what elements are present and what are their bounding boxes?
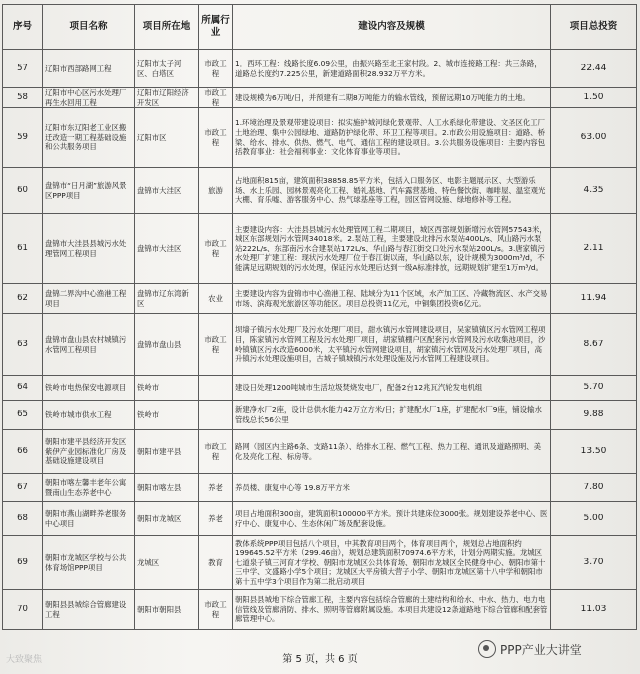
row-project-name-text: 辽阳市西部路网工程 (45, 63, 112, 73)
row-industry (199, 314, 233, 376)
table-row (3, 401, 637, 430)
row-project-name (43, 401, 135, 430)
row-no-text: 59 (17, 132, 28, 142)
row-industry-text: 教育 (208, 557, 223, 567)
row-location-text: 盘锦市大洼区 (137, 243, 182, 253)
row-location-text: 辽阳市太子河区、白塔区 (137, 58, 182, 78)
row-content-text: 1．西环工程：线路长度6.09公里，由振兴路至北王家村段。2、城市连接路工程：共三条路，道路总长度约7.225公里，新建道路面积28.932万平方米。 (235, 58, 542, 78)
row-no-text: 65 (17, 410, 28, 420)
row-location-text: 龙城区 (137, 557, 160, 567)
row-content-text: 项目占地面积300亩，建筑面积100000平方米。预计共建床位3000张。规划建设养老中心、医疗中心、康复中心、生态休闲广场及配套设施。 (235, 508, 548, 528)
row-location-text: 盘锦市大洼区 (137, 185, 182, 195)
row-investment-text: 3.70 (583, 557, 604, 567)
watermark-right (478, 640, 582, 658)
row-project-name (43, 314, 135, 376)
row-no (3, 376, 43, 401)
row-content (233, 502, 551, 536)
row-investment (551, 401, 637, 430)
row-location (135, 168, 199, 214)
wechat-logo-icon (478, 640, 496, 658)
row-investment (551, 214, 637, 284)
row-industry (199, 108, 233, 168)
row-investment-text: 5.70 (583, 383, 604, 393)
row-investment (551, 50, 637, 88)
table-row (3, 168, 637, 214)
row-industry-text: 市政工程 (204, 441, 227, 461)
row-investment-text: 7.80 (583, 482, 604, 492)
row-content (233, 536, 551, 590)
row-no (3, 474, 43, 502)
row-project-name (43, 474, 135, 502)
table-row (3, 108, 637, 168)
table-row (3, 474, 637, 502)
row-industry (199, 88, 233, 108)
row-location-text: 朝阳市龙城区 (137, 513, 182, 523)
row-industry-text: 市政工程 (204, 334, 227, 354)
row-project-name-text: 朝阳市建平县经济开发区紫伊产业园标准化厂房及基础设施建设项目 (45, 437, 127, 466)
table-header-row (3, 5, 637, 50)
row-location-text: 辽阳市区 (137, 132, 167, 142)
row-project-name (43, 108, 135, 168)
row-content-text: 1.环境治理及景观带建设项目：拟实施护城河绿化景观带、人工水系绿化带建设、文圣区化工厂土地治理、集中公园绿地、道路防护绿化带、环卫工程等项目。2.市政公用设施项目：道路、桥梁、给水、排水、供热、燃气、电气、通信工程的建设项目。3.公共服务设施项目：主要内容包括教育事业：社会福利事业：文化体育事业等项目。 (235, 118, 546, 157)
row-location-text: 盘锦市盘山县 (137, 339, 182, 349)
watermark-left: 大致聚焦 (6, 655, 43, 665)
row-industry-text: 市政工程 (204, 58, 227, 78)
row-no-text: 64 (17, 383, 28, 393)
row-industry (199, 536, 233, 590)
row-investment (551, 314, 637, 376)
row-location-text: 朝阳市朝阳县 (137, 604, 182, 614)
row-location (135, 108, 199, 168)
row-content-text: 路网（园区内主路6条、支路11条）、给排水工程、燃气工程、热力工程、通讯及道路照明、美化及亮化工程、标房等。 (235, 441, 542, 461)
row-content (233, 50, 551, 88)
row-investment-text: 22.44 (580, 63, 607, 73)
row-location (135, 401, 199, 430)
row-investment-text: 5.00 (583, 513, 604, 523)
row-project-name-text: 盘锦市大洼县县城污水处理管网工程项目 (45, 238, 127, 258)
row-content (233, 88, 551, 108)
row-no-text: 70 (17, 604, 28, 614)
row-project-name (43, 50, 135, 88)
row-location (135, 376, 199, 401)
row-content (233, 168, 551, 214)
row-location-text: 盘锦市辽东湾新区 (137, 288, 189, 308)
row-no-text: 68 (17, 513, 28, 523)
row-investment (551, 590, 637, 630)
row-industry (199, 401, 233, 430)
table-row (3, 590, 637, 630)
row-content (233, 430, 551, 474)
row-project-name (43, 376, 135, 401)
row-investment (551, 88, 637, 108)
row-industry (199, 474, 233, 502)
row-location (135, 430, 199, 474)
row-investment-text: 2.11 (583, 243, 604, 253)
row-industry (199, 590, 233, 630)
row-industry-text: 农业 (208, 293, 223, 303)
row-content-text: 养员楼、康复中心等 19.8万平方米 (235, 482, 350, 492)
row-location-text: 铁岭市 (137, 410, 160, 420)
row-industry (199, 214, 233, 284)
row-no (3, 50, 43, 88)
row-investment-text: 63.00 (580, 132, 607, 142)
row-location (135, 536, 199, 590)
row-project-name-text: 盘锦市盘山县农村城镇污水管网工程项目 (45, 334, 127, 354)
row-investment (551, 536, 637, 590)
row-content (233, 314, 551, 376)
row-content (233, 284, 551, 314)
row-no (3, 108, 43, 168)
row-industry-text: 市政工程 (204, 127, 227, 147)
row-no (3, 214, 43, 284)
row-content-text: 占地面积815亩，建筑面积38858.85平方米，包括入口服务区、电影主题展示区、大型游乐场、水上乐园、园林景观亮化工程、婚礼基地、汽车露营基地、特色餐饮街、咖啡屋、温室观光大棚、育乐嘘、游客服务中心、热气球基座等工程，园区管网设施、绿地修补等工程。 (235, 176, 546, 205)
page-footer: 第 5 页，共 6 页 (282, 654, 358, 665)
row-content-text: 主要建设内容为盘锦市中心渔港工程、陆域分为11个区域，水产加工区、冷藏物流区、水产交易市场、滨海观光旅游区等功能区。项目总投资11亿元，中铜集团投资6亿元。 (235, 288, 548, 308)
row-project-name (43, 590, 135, 630)
row-content-text: 新建净水厂2座，设计总供水能力42万立方米/日；扩建配水厂1座，扩建配水厂9座，铺设输水管线总长56公里 (235, 405, 542, 424)
row-project-name-text: 辽阳市中心区污水处理厂再生水回用工程 (45, 88, 127, 107)
row-location-text: 辽阳市辽阳经济开发区 (137, 88, 189, 107)
row-industry-text: 旅游 (208, 185, 223, 195)
row-location (135, 502, 199, 536)
row-no (3, 502, 43, 536)
row-no (3, 284, 43, 314)
table-row (3, 376, 637, 401)
row-no-text: 66 (17, 446, 28, 456)
row-location (135, 284, 199, 314)
row-investment (551, 284, 637, 314)
table-row (3, 214, 637, 284)
row-content (233, 474, 551, 502)
row-no-text: 62 (17, 293, 28, 303)
row-investment (551, 168, 637, 214)
table-row (3, 50, 637, 88)
header-no: 序号 (3, 5, 43, 50)
row-content (233, 401, 551, 430)
row-project-name (43, 536, 135, 590)
row-investment-text: 1.50 (583, 92, 604, 102)
row-project-name-text: 辽阳市东辽阳老工业区搬迁改造一期工程基础设施和公共服务项目 (45, 123, 127, 152)
row-project-name (43, 430, 135, 474)
row-project-name-text: 盘锦二界沟中心渔港工程项目 (45, 288, 127, 308)
row-investment-text: 11.03 (580, 604, 607, 614)
row-no (3, 401, 43, 430)
table-row (3, 88, 637, 108)
row-industry-text: 市政工程 (204, 599, 227, 619)
row-no (3, 430, 43, 474)
row-project-name-text: 朝阳县县城综合管廊建设工程 (45, 599, 127, 619)
row-content-text: 主要建设内容：大洼县县城污水处理管网工程二期项目，城区西部规划新增污水管网57543米，城区东部规划污水管网34018米。2.泵站工程，主要建设北排污水泵站400L/s、风山路污水泵站222L/s、东部南污水合建泵站172L/s、华山路与春江街交口处污水泵站200L/s。3.唐家镇污水处理厂扩建工程：现状污水处理厂位于春江街以南，华山路以东，设计规模为3000m³/d，不能满足远期规划的污水处理，保证污水处理后达到一级A标准排放，远期规划扩建至1万m³/d。 (235, 224, 547, 272)
row-investment-text: 13.50 (580, 446, 607, 456)
row-investment-text: 8.67 (583, 339, 604, 349)
row-industry (199, 284, 233, 314)
header-industry: 所属行业 (199, 5, 233, 50)
header-location: 项目所在地 (135, 5, 199, 50)
row-content-text: 建设日处理1200吨城市生活垃圾焚烧发电厂，配备2台12兆瓦汽轮发电机组 (235, 383, 483, 393)
row-project-name (43, 168, 135, 214)
row-no-text: 57 (17, 63, 28, 73)
row-project-name (43, 284, 135, 314)
row-content (233, 108, 551, 168)
row-location (135, 88, 199, 108)
row-industry-text: 养老 (208, 482, 223, 492)
row-no-text: 63 (17, 339, 28, 349)
row-content (233, 590, 551, 630)
row-project-name-text: 朝阳市龙城区学校与公共体育场馆PPP项目 (45, 552, 127, 572)
header-project-name: 项目名称 (43, 5, 135, 50)
row-project-name-text: 铁岭市城市供水工程 (45, 410, 112, 420)
row-location-text: 朝阳市喀左县 (137, 482, 182, 492)
row-project-name-text: 盘锦市“日月湖”旅游风景区PPP项目 (45, 180, 127, 200)
row-project-name-text: 朝阳市喀左馨丰老年公寓暨南山生态养老中心 (45, 477, 127, 497)
row-no-text: 61 (17, 243, 28, 253)
row-no (3, 590, 43, 630)
row-industry (199, 376, 233, 401)
row-industry-text: 养老 (208, 513, 223, 523)
row-location (135, 590, 199, 630)
row-content-text: 坝墙子镇污水处理厂及污水处理厂项目，甜水镇污水管网建设项目，吴家镇镇区污水管网工程项目，陈家镇污水管网工程及污水处理厂项目，胡家镇棚户区配套污水管网及污水收集池项目，沙岭镇镇区污水改造6000米，太平镇污水管网建设项目，胡家镇污水管网及污水处理厂项目，高升镇污水处理设施项目，古城子镇城镇污水处理设施及污水管网工程建设项目。 (235, 325, 546, 364)
row-no (3, 536, 43, 590)
row-content-text: 建设规模为6万吨/日，并预建有二期8万吨能力的输水管线，预留远期10万吨能力的土地。 (235, 92, 530, 102)
row-content-text: 朝阳县县城地下综合管廊工程，主要内容包括综合管廊的土建结构和给水、中水、热力、电力电信管线及管廊消防、排水、照明等管廊附属设施。本项目共建设12条道路地下综合管廊和配套管廊管理中心。 (235, 595, 548, 624)
row-no-text: 67 (17, 482, 28, 492)
header-content: 建设内容及规模 (233, 5, 551, 50)
row-content (233, 214, 551, 284)
row-investment-text: 9.88 (583, 410, 604, 420)
table-row (3, 502, 637, 536)
row-project-name-text: 铁岭市电热保安电源项目 (45, 383, 127, 393)
row-no-text: 69 (17, 557, 28, 567)
row-investment-text: 4.35 (583, 185, 604, 195)
row-industry (199, 50, 233, 88)
row-project-name (43, 502, 135, 536)
watermark-right-label: PPP产业大讲堂 (500, 642, 582, 657)
row-industry-text: 市政工程 (204, 88, 227, 107)
row-investment (551, 502, 637, 536)
header-investment: 项目总投资 (551, 5, 637, 50)
table-row (3, 430, 637, 474)
project-table (2, 4, 637, 630)
row-content-text: 教体系统PPP项目包括八个项目，中其教育项目两个，体育项目两个，规划总占地面积约199645.52平方米（299.46亩），规划总建筑面积70974.6平方米，计划分两期实施。龙城区七道泉子镇三河育才学校、朝阳市龙城区公共体育场、朝阳市龙城区全民健身中心、朝阳市第十三中学、文盛路小学5个项目；龙城区大平房镇大营子小学、朝阳市龙城区第十八中学和朝阳市第十五中学3个项目作为第二批启动项目 (235, 538, 546, 586)
row-content (233, 376, 551, 401)
row-project-name (43, 214, 135, 284)
row-investment-text: 11.94 (580, 293, 607, 303)
row-location (135, 474, 199, 502)
row-industry (199, 502, 233, 536)
row-investment (551, 430, 637, 474)
row-no (3, 88, 43, 108)
row-investment (551, 376, 637, 401)
row-investment (551, 474, 637, 502)
table-row (3, 314, 637, 376)
row-location (135, 314, 199, 376)
row-no-text: 60 (17, 185, 28, 195)
row-project-name-text: 朝阳市燕山湖畔养老服务中心项目 (45, 508, 127, 528)
row-industry (199, 430, 233, 474)
row-industry-text: 市政工程 (204, 238, 227, 258)
row-no-text: 58 (17, 92, 28, 102)
row-location (135, 50, 199, 88)
row-location (135, 214, 199, 284)
table-row (3, 536, 637, 590)
row-investment (551, 108, 637, 168)
table-row (3, 284, 637, 314)
row-location-text: 铁岭市 (137, 383, 160, 393)
row-industry (199, 168, 233, 214)
row-no (3, 168, 43, 214)
row-project-name (43, 88, 135, 108)
row-location-text: 朝阳市建平县 (137, 446, 182, 456)
row-no (3, 314, 43, 376)
